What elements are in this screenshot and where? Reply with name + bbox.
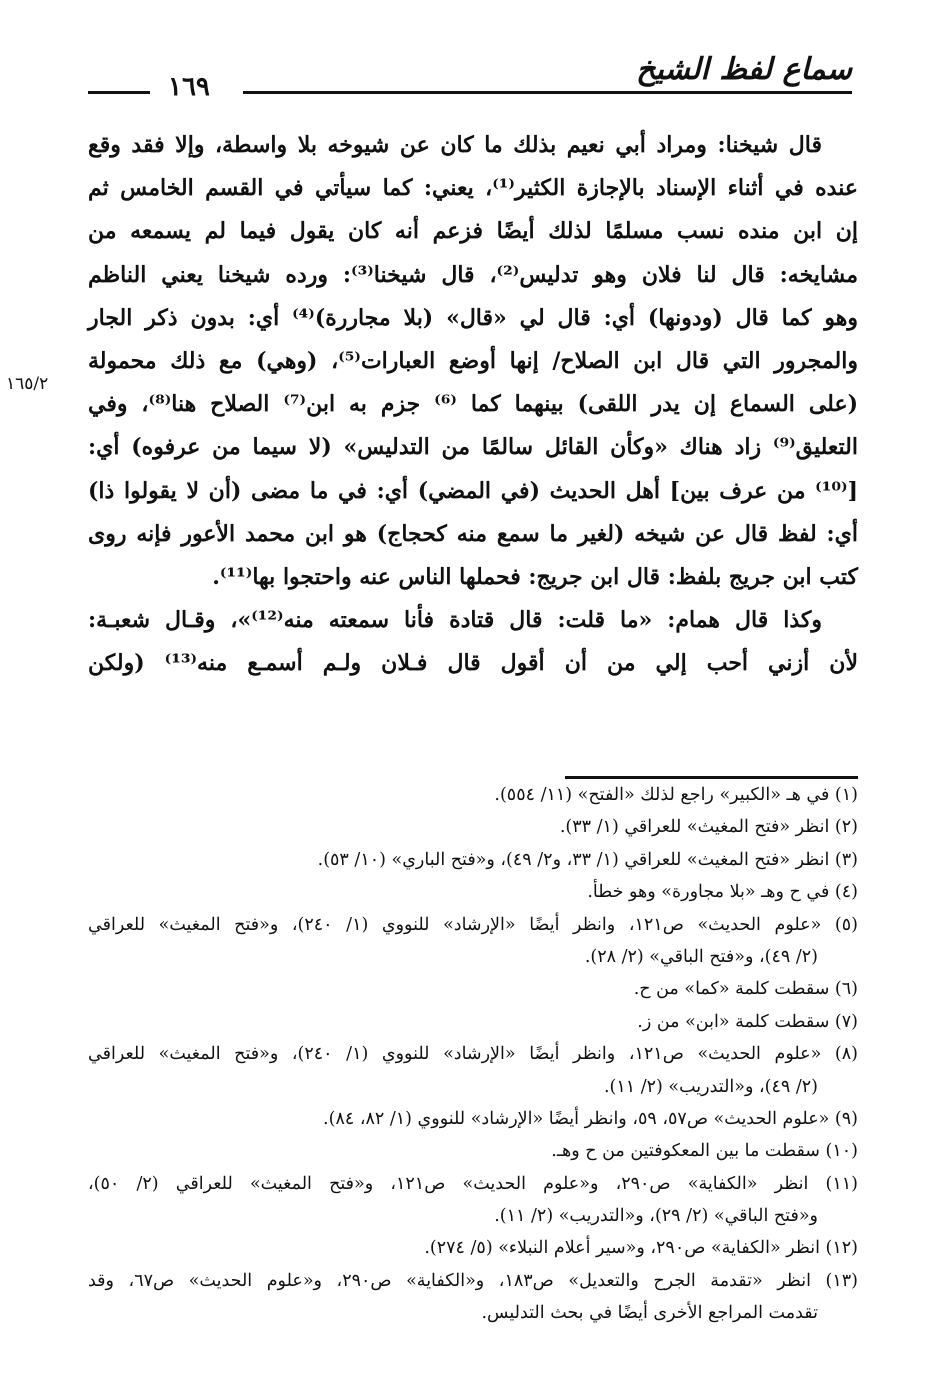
text-line: التعليق⁽⁹⁾ زاد هناك «وكأن القائل سالمًا من التدليس» (لا سيما من عرفوه) أي:	[88, 434, 858, 461]
footnote: (٢) انظر «فتح المغيث» للعراقي (١/ ٣٣).	[559, 817, 858, 838]
page-number: ١٦٩	[168, 72, 210, 102]
text-line: [⁽¹⁰⁾ من عرف بين] أهل الحديث (في المضي) أي: في ما مضى (أن لا يقولوا ذا)	[88, 477, 858, 504]
main-text	[88, 124, 858, 685]
text-line: لأن أزني أحب إلي من أن أقول قال فـلان ولـم أسمـع منه⁽¹³⁾ (ولكن	[88, 650, 858, 677]
text-line: مشايخه: قال لنا فلان وهو تدليس⁽²⁾، قال شيخنا⁽³⁾: ورده شيخنا يعني الناظم	[88, 261, 859, 288]
text-line: إن ابن منده نسب مسلمًا لذلك أيضًا فزعم أنه كان يقول فيما لم يسمعه من	[88, 218, 858, 245]
footnote-continuation: و«فتح الباقي» (٢/ ٢٩)، و«التدريب» (٢/ ١١).	[494, 1206, 818, 1227]
footnote: (١) في هـ «الكبير» راجع لذلك «الفتح» (١١/ ٥٥٤).	[494, 785, 858, 805]
text-line: أي: لفظ قال عن شيخه (لغير ما سمع منه كحجاج) هو ابن محمد الأعور فإنه روى	[88, 520, 858, 547]
footnote-continuation: (٢/ ٤٩)، و«فتح الباقي» (٢/ ٢٨).	[584, 946, 818, 967]
footnotes	[88, 779, 858, 1330]
text-line: وكذا قال همام: «ما قلت: قال قتادة فأنا سمعته منه⁽¹²⁾»، وقـال شعبـة:	[88, 607, 822, 634]
footnote: (٦) سقطت كلمة «كما» من ح.	[633, 979, 858, 1000]
text-line: قال شيخنا: ومراد أبي نعيم بذلك ما كان عن شيوخه بلا واسطة، وإلا فقد وقع	[88, 132, 822, 158]
text-line: والمجرور التي قال ابن الصلاح/ إنها أوضع العبارات⁽⁵⁾، (وهي) مع ذلك محمولة	[88, 347, 858, 374]
text-line: وهو كما قال (ودونها) أي: قال لي «قال» (بلا مجاررة)⁽⁴⁾ أي: بدون ذكر الجار	[88, 304, 858, 331]
footnote: (٤) في ح وهـ «بلا مجاورة» وهو خطأ.	[587, 882, 858, 903]
footnote: (١٣) انظر «تقدمة الجرح والتعديل» ص١٨٣، و«الكفاية» ص٢٩٠، و«علوم الحديث» ص٦٧، وقد	[88, 1270, 858, 1291]
footnote: (١١) انظر «الكفاية» ص٢٩٠، و«علوم الحديث» ص١٢١، و«فتح المغيث» للعراقي (٢/ ٥٠)،	[88, 1173, 858, 1194]
footnote-continuation: تقدمت المراجع الأخرى أيضًا في بحث التدليس.	[481, 1303, 818, 1324]
footnote: (١٢) انظر «الكفاية» ص٢٩٠، و«سير أعلام النبلاء» (٥/ ٢٧٤).	[424, 1238, 858, 1259]
footnote: (٥) «علوم الحديث» ص١٢١، وانظر أيضًا «الإرشاد» للنووي (١/ ٢٤٠)، و«فتح المغيث» للعراقي	[88, 914, 858, 935]
footnote-continuation: (٢/ ٤٩)، و«التدريب» (٢/ ١١).	[603, 1076, 818, 1097]
header-rule-short	[88, 91, 150, 94]
text-line: عنده في أثناء الإسناد بالإجازة الكثير⁽¹⁾، يعني: كما سيأتي في القسم الخامس ثم	[88, 175, 858, 202]
footnote: (٧) سقطت كلمة «ابن» من ز.	[637, 1011, 858, 1032]
text-line: كتب ابن جريج بلفظ: قال ابن جريج: فحملها الناس عنه واحتجوا بها⁽¹¹⁾.	[212, 563, 858, 590]
footnote: (١٠) سقطت ما بين المعكوفتين من ح وهـ.	[551, 1141, 858, 1162]
footnote: (٣) انظر «فتح المغيث» للعراقي (١/ ٣٣، و٢/ ٤٩)، و«فتح الباري» (١٠/ ٥٣).	[317, 849, 858, 870]
text-line: (على السماع إن يدر اللقى) بينهما كما ⁽⁶⁾ جزم به ابن⁽⁷⁾ الصلاح هنا⁽⁸⁾، وفي	[88, 391, 859, 418]
footnote: (٨) «علوم الحديث» ص١٢١، وانظر أيضًا «الإرشاد» للنووي (١/ ٢٤٠)، و«فتح المغيث» للعراقي	[88, 1044, 858, 1065]
running-header-title: سماع لفظ الشيخ	[636, 52, 852, 87]
margin-page-reference: ١٦٥/٢	[6, 374, 49, 394]
header-rule	[243, 91, 852, 94]
footnote: (٩) «علوم الحديث» ص٥٧، ٥٩، وانظر أيضًا «الإرشاد» للنووي (١/ ٨٢، ٨٤).	[323, 1108, 858, 1129]
